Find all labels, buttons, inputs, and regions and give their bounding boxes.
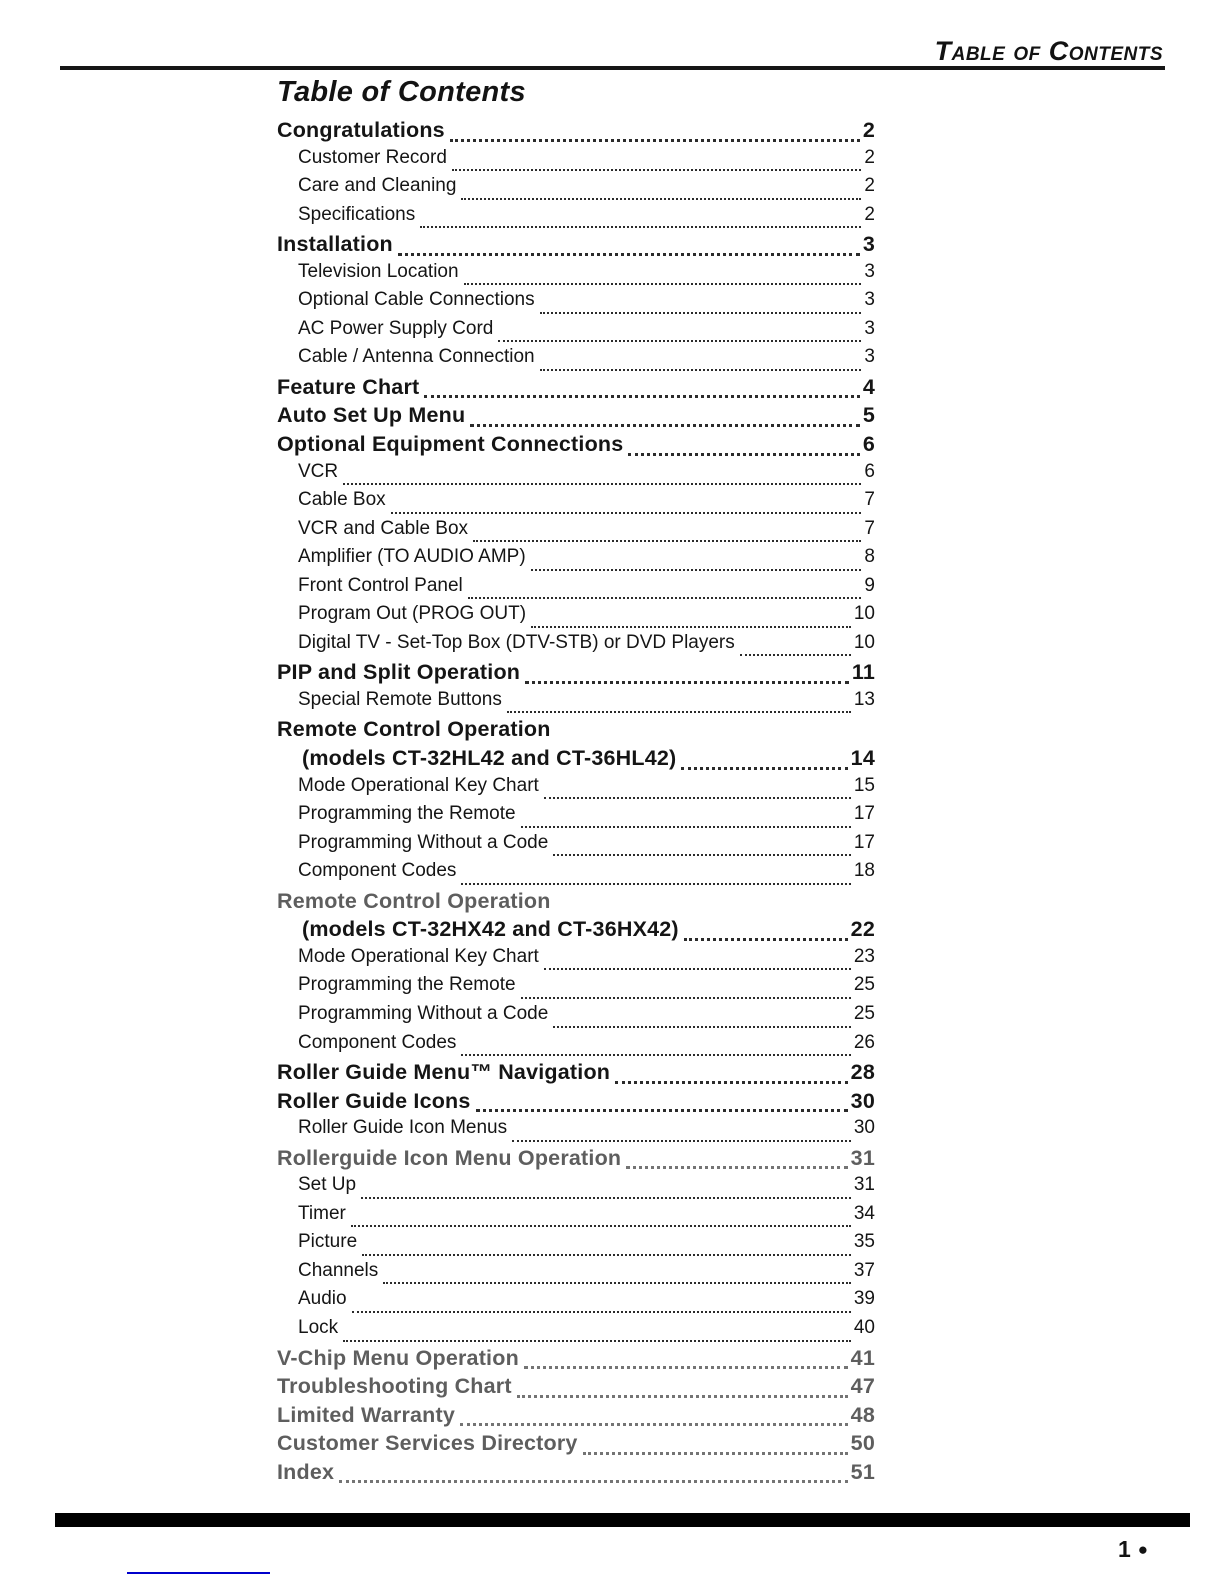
toc-entry-label: Television Location: [298, 260, 459, 282]
toc-entry: [277, 689, 875, 718]
toc-entry-page: 2: [864, 203, 875, 225]
toc-entry-label: Remote Control Operation: [277, 888, 551, 913]
toc-entry: [277, 403, 875, 432]
toc-entry-label: VCR: [298, 460, 339, 482]
toc-entry-label: Picture: [298, 1231, 358, 1253]
dot-leader: [521, 826, 851, 828]
toc-entry: [277, 175, 875, 204]
dot-leader: [553, 1026, 851, 1028]
dot-leader: [498, 340, 861, 342]
toc-entry-label: Component Codes: [298, 1031, 457, 1053]
page-number-value: 1: [1118, 1536, 1131, 1562]
toc-entry: [277, 660, 875, 689]
toc-entry-page: 13: [853, 688, 875, 710]
page-number: [1118, 1536, 1148, 1563]
dot-leader: [540, 312, 862, 314]
toc-entry: [277, 1089, 875, 1118]
toc-entry-label: (models CT-32HX42 and CT-36HX42): [302, 917, 679, 942]
toc-entry-label: Set Up: [298, 1174, 357, 1196]
dot-leader: [531, 569, 862, 571]
toc-entry: [277, 1288, 875, 1317]
toc-entry-page: 18: [853, 860, 875, 882]
page-title: Table of Contents: [277, 76, 526, 108]
toc-entry-page: 8: [864, 546, 875, 568]
dot-leader: [391, 512, 862, 514]
toc-entry-label: Channels: [298, 1259, 379, 1281]
toc-entry-label: VCR and Cable Box: [298, 517, 469, 539]
toc-entry: [277, 1317, 875, 1346]
toc-entry-page: 22: [850, 917, 875, 942]
toc-entry-page: 3: [864, 260, 875, 282]
dot-leader: [521, 997, 851, 999]
toc-entry: [277, 204, 875, 233]
dot-leader: [544, 968, 851, 970]
dot-leader: [615, 1081, 848, 1084]
toc-entry: [277, 489, 875, 518]
toc-entry: [277, 118, 875, 147]
dot-leader: [512, 1140, 851, 1142]
dot-leader: [361, 1197, 851, 1199]
toc-entry-label: (models CT-32HL42 and CT-36HL42): [302, 746, 677, 771]
dot-leader: [343, 1340, 851, 1342]
toc-entry-label: Congratulations: [277, 118, 445, 142]
dot-leader: [468, 597, 862, 599]
toc-entry-page: 6: [862, 432, 875, 457]
toc-entry-page: 4: [862, 374, 875, 399]
toc-entry-label: Roller Guide Icon Menus: [298, 1117, 508, 1139]
toc-entry-page: 11: [851, 660, 875, 685]
toc-entry: [277, 1117, 875, 1146]
toc-entry-page: 34: [853, 1202, 875, 1224]
toc-entry-page: 10: [853, 631, 875, 653]
toc-entry: [277, 1403, 875, 1432]
toc-entry-page: 15: [853, 774, 875, 796]
dot-leader: [517, 1395, 848, 1398]
toc-entry: [277, 717, 875, 746]
toc-entry-label: Front Control Panel: [298, 574, 463, 596]
dot-leader: [362, 1254, 851, 1256]
toc-entry-page: 39: [853, 1288, 875, 1310]
toc-entry-page: 17: [853, 831, 875, 853]
toc-entry: [277, 946, 875, 975]
toc-entry-label: Component Codes: [298, 860, 457, 882]
toc-entry: [277, 461, 875, 490]
toc-entry: [277, 261, 875, 290]
toc-entry-page: 26: [853, 1031, 875, 1053]
toc-entry-label: V-Chip Menu Operation: [277, 1345, 519, 1370]
toc-entry-page: 50: [850, 1431, 875, 1456]
toc-entry: [277, 375, 875, 404]
toc-entry-page: 3: [864, 346, 875, 368]
toc-entry-page: 30: [853, 1117, 875, 1139]
toc-entry: [277, 1460, 875, 1489]
toc-entry: [277, 775, 875, 804]
toc-entry-page: 2: [864, 175, 875, 197]
toc-entry: [277, 1374, 875, 1403]
toc-entry: [277, 803, 875, 832]
dot-leader: [461, 1054, 850, 1056]
dot-leader: [450, 139, 860, 142]
toc-entry-page: 25: [853, 1002, 875, 1024]
toc-entry-label: Cable / Antenna Connection: [298, 346, 535, 368]
toc-entry: [277, 518, 875, 547]
toc-entry: [277, 1032, 875, 1061]
toc-entry-label: Programming the Remote: [298, 974, 516, 996]
toc-entry-page: 6: [864, 460, 875, 482]
toc-entry-label: Roller Guide Menu™ Navigation: [277, 1060, 611, 1085]
toc-entry-page: 35: [853, 1231, 875, 1253]
toc-entry-page: 47: [850, 1374, 875, 1399]
scan-blue-line: [127, 1572, 270, 1574]
toc-entry: [277, 974, 875, 1003]
dot-leader: [540, 369, 862, 371]
dot-leader: [626, 1166, 847, 1169]
toc-entry-label: Programming the Remote: [298, 803, 516, 825]
toc-entry-page: 5: [862, 403, 875, 428]
toc-entry-label: Limited Warranty: [277, 1402, 456, 1427]
dot-leader: [398, 253, 860, 256]
toc-entry-label: Programming Without a Code: [298, 831, 549, 853]
toc-entry-label: Installation: [277, 232, 393, 257]
bullet-icon: ●: [1137, 1540, 1149, 1559]
toc-entry-label: Audio: [298, 1288, 347, 1310]
toc-entry: [277, 147, 875, 176]
toc-entry: [277, 318, 875, 347]
toc-entry-label: Feature Chart: [277, 374, 420, 399]
toc-entry-label: Special Remote Buttons: [298, 688, 502, 710]
toc-entry-label: Index: [277, 1459, 335, 1484]
footer-rule: [55, 1513, 1190, 1527]
toc-entry: [277, 1060, 875, 1089]
toc-entry-page: 17: [853, 803, 875, 825]
dot-leader: [553, 854, 851, 856]
dot-leader: [352, 1311, 851, 1313]
toc-entry-page: 2: [862, 118, 875, 142]
dot-leader: [343, 483, 861, 485]
toc-entry-label: Roller Guide Icons: [277, 1088, 471, 1113]
dot-leader: [464, 283, 862, 285]
dot-leader: [681, 767, 847, 770]
dot-leader: [420, 226, 861, 228]
toc-entry: [277, 860, 875, 889]
toc-entry-label: Lock: [298, 1316, 339, 1338]
toc-list: [277, 118, 875, 1488]
toc-entry-page: 25: [853, 974, 875, 996]
dot-leader: [740, 654, 851, 656]
table-of-contents: [277, 76, 875, 1488]
toc-entry-label: Customer Services Directory: [277, 1431, 578, 1456]
dot-leader: [470, 424, 860, 427]
toc-entry-label: Cable Box: [298, 489, 386, 511]
toc-entry-label: Program Out (PROG OUT): [298, 603, 527, 625]
toc-entry: [277, 1203, 875, 1232]
toc-entry: [277, 832, 875, 861]
toc-entry-page: 28: [850, 1060, 875, 1085]
toc-entry-page: 2: [864, 146, 875, 168]
dot-leader: [339, 1480, 848, 1483]
toc-entry: [277, 603, 875, 632]
toc-entry-page: 10: [853, 603, 875, 625]
toc-entry-page: 14: [850, 746, 875, 771]
toc-entry: [277, 232, 875, 261]
dot-leader: [461, 883, 850, 885]
toc-entry-label: Rollerguide Icon Menu Operation: [277, 1145, 622, 1170]
dot-leader: [525, 681, 849, 684]
toc-entry: [277, 1431, 875, 1460]
toc-entry-page: 3: [864, 317, 875, 339]
toc-entry-page: 41: [850, 1345, 875, 1370]
toc-entry-label: PIP and Split Operation: [277, 660, 521, 685]
toc-entry-label: Amplifier (TO AUDIO AMP): [298, 546, 526, 568]
toc-entry-page: 3: [864, 289, 875, 311]
dot-leader: [383, 1282, 851, 1284]
toc-entry: [277, 1003, 875, 1032]
dot-leader: [544, 797, 851, 799]
dot-leader: [583, 1452, 848, 1455]
dot-leader: [460, 1423, 848, 1426]
toc-entry-page: 7: [864, 489, 875, 511]
toc-entry-label: Remote Control Operation: [277, 717, 551, 742]
toc-entry-label: Customer Record: [298, 146, 447, 168]
dot-leader: [524, 1366, 848, 1369]
dot-leader: [461, 198, 861, 200]
toc-entry: [277, 575, 875, 604]
toc-entry-page: 9: [864, 574, 875, 596]
toc-entry: [277, 346, 875, 375]
dot-leader: [424, 395, 859, 398]
toc-entry-page: 31: [850, 1145, 875, 1170]
dot-leader: [351, 1225, 851, 1227]
toc-entry-label: Specifications: [298, 203, 416, 225]
toc-entry: [277, 746, 875, 775]
toc-entry: [277, 546, 875, 575]
dot-leader: [476, 1109, 848, 1112]
header-rule: [60, 66, 1165, 70]
dot-leader: [684, 938, 848, 941]
toc-entry-label: Digital TV - Set-Top Box (DTV-STB) or DVD Players: [298, 631, 735, 653]
toc-entry-label: AC Power Supply Cord: [298, 317, 494, 339]
toc-entry: [277, 917, 875, 946]
toc-entry-label: Optional Cable Connections: [298, 289, 535, 311]
running-header: Table of Contents: [934, 36, 1163, 66]
dot-leader: [531, 626, 851, 628]
toc-entry-page: 48: [850, 1402, 875, 1427]
toc-entry: [277, 432, 875, 461]
dot-leader: [628, 453, 859, 456]
toc-entry-page: 3: [862, 232, 875, 257]
toc-entry: [277, 1146, 875, 1175]
toc-entry-label: Timer: [298, 1202, 346, 1224]
toc-entry-label: Mode Operational Key Chart: [298, 945, 539, 967]
toc-entry-label: Optional Equipment Connections: [277, 432, 624, 457]
dot-leader: [452, 169, 862, 171]
toc-entry-page: 23: [853, 945, 875, 967]
toc-entry: [277, 632, 875, 661]
toc-entry: [277, 889, 875, 918]
toc-entry-page: 51: [850, 1459, 875, 1484]
dot-leader: [473, 540, 861, 542]
toc-entry-label: Mode Operational Key Chart: [298, 774, 539, 796]
toc-entry: [277, 1231, 875, 1260]
toc-entry-label: Auto Set Up Menu: [277, 403, 466, 428]
toc-entry-page: 7: [864, 517, 875, 539]
toc-entry-page: 30: [850, 1088, 875, 1113]
toc-entry-page: 31: [853, 1174, 875, 1196]
toc-entry-page: 40: [853, 1316, 875, 1338]
toc-entry: [277, 289, 875, 318]
toc-entry-label: Programming Without a Code: [298, 1002, 549, 1024]
toc-entry-page: 37: [853, 1259, 875, 1281]
toc-entry: [277, 1260, 875, 1289]
toc-entry-label: Care and Cleaning: [298, 175, 457, 197]
toc-entry-label: Troubleshooting Chart: [277, 1374, 512, 1399]
toc-entry: [277, 1346, 875, 1375]
toc-entry: [277, 1174, 875, 1203]
dot-leader: [507, 711, 851, 713]
